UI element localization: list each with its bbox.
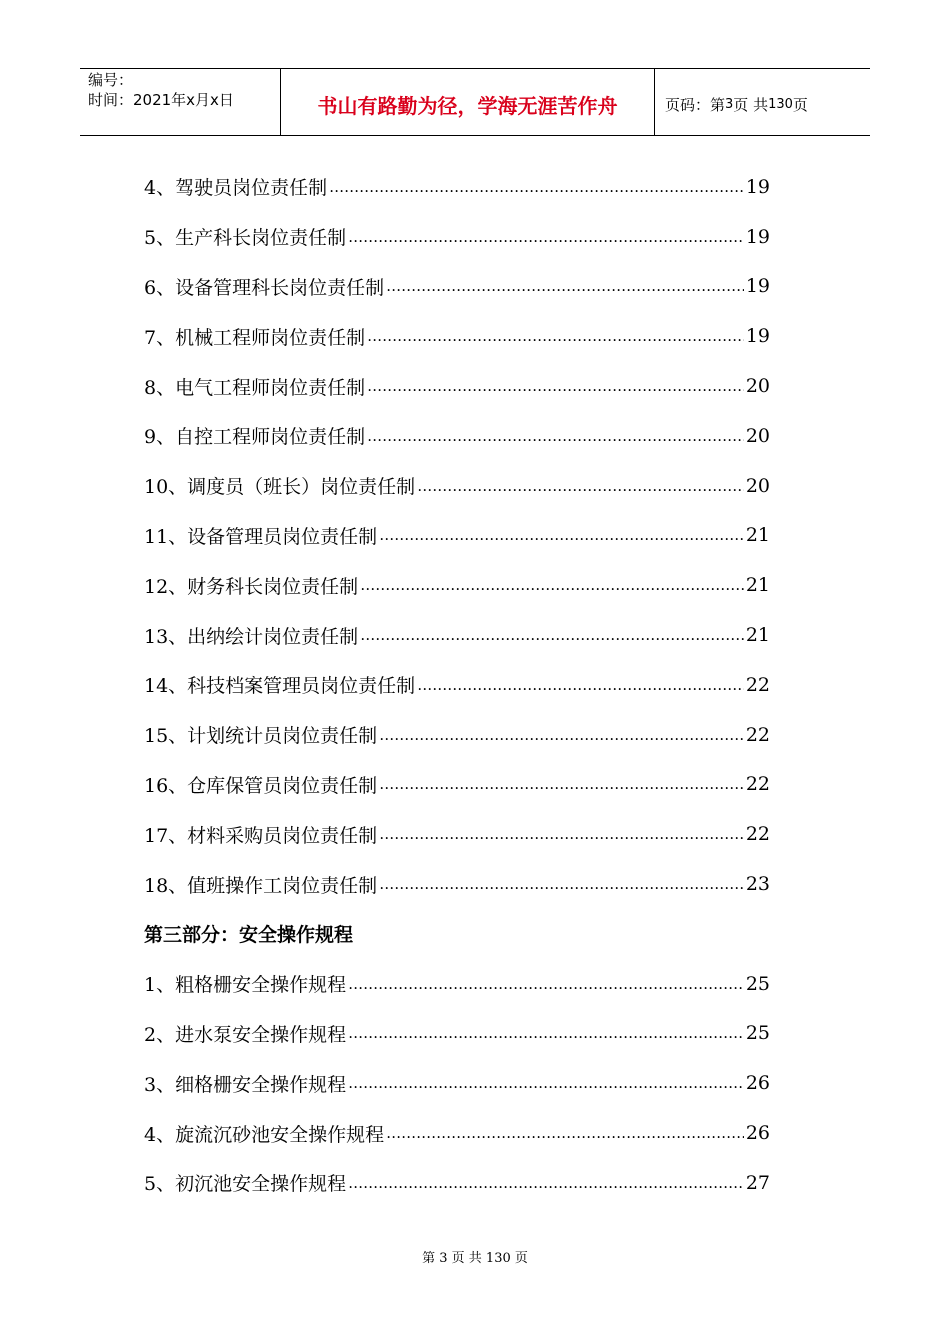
toc-entry[interactable] <box>144 1009 770 1059</box>
toc-entry[interactable] <box>144 560 770 610</box>
toc-entry-title: 4、旋流沉砂池安全操作规程 <box>144 1123 385 1146</box>
toc-entry-title: 6、设备管理科长岗位责任制 <box>144 276 385 299</box>
page-footer: 第 3 页 共 130 页 <box>422 1251 528 1266</box>
toc-entry-page: 19 <box>745 325 770 348</box>
toc-entry-title: 1、粗格栅安全操作规程 <box>144 974 347 997</box>
toc-entry-title: 5、生产科长岗位责任制 <box>144 227 347 250</box>
toc-entry-page: 19 <box>745 175 770 198</box>
page-mid: 页 共 <box>733 95 769 114</box>
toc-entry-page: 26 <box>745 1122 770 1145</box>
toc-entry[interactable] <box>144 859 770 909</box>
toc-leader-dots <box>367 427 744 445</box>
toc-leader-dots <box>379 775 744 793</box>
toc-entry[interactable] <box>144 1158 770 1208</box>
toc-entry-page: 21 <box>745 524 770 547</box>
toc-entry[interactable] <box>144 959 770 1009</box>
table-of-contents <box>144 162 770 1208</box>
toc-entry-page: 25 <box>745 1022 770 1045</box>
toc-entry-title: 3、细格栅安全操作规程 <box>144 1073 347 1096</box>
header-page-info <box>655 69 870 135</box>
toc-leader-dots <box>417 477 744 495</box>
toc-entry[interactable] <box>144 760 770 810</box>
header-motto: 书山有路勤为径，学海无涯苦作舟 <box>281 69 655 135</box>
toc-entry[interactable] <box>144 710 770 760</box>
toc-leader-dots <box>379 825 744 843</box>
toc-leader-dots <box>379 875 744 893</box>
toc-entry-title: 9、自控工程师岗位责任制 <box>144 426 366 449</box>
toc-entry-page: 27 <box>745 1171 770 1194</box>
toc-leader-dots <box>367 327 744 345</box>
page-total: 130 <box>768 96 793 112</box>
toc-entry-title: 16、仓库保管员岗位责任制 <box>144 774 378 797</box>
toc-entry-page: 22 <box>745 673 770 696</box>
toc-entry-page: 21 <box>745 574 770 597</box>
toc-entry-title: 4、驾驶员岗位责任制 <box>144 177 328 200</box>
header-info-cell <box>80 69 281 135</box>
toc-entry-page: 25 <box>745 972 770 995</box>
toc-entry-title: 17、材料采购员岗位责任制 <box>144 824 378 847</box>
toc-leader-dots <box>386 1124 744 1142</box>
toc-entry-page: 23 <box>745 873 770 896</box>
toc-leader-dots <box>348 1024 744 1042</box>
page-suffix: 页 <box>792 95 808 114</box>
document-time-label: 时间：2021年x月x日 <box>88 91 234 109</box>
toc-entry-title: 11、设备管理员岗位责任制 <box>144 525 378 548</box>
toc-entry-title: 14、科技档案管理员岗位责任制 <box>144 675 416 698</box>
toc-leader-dots <box>360 576 744 594</box>
toc-entry-page: 19 <box>745 275 770 298</box>
toc-entry[interactable] <box>144 660 770 710</box>
toc-entry[interactable] <box>144 411 770 461</box>
toc-entry[interactable] <box>144 1058 770 1108</box>
toc-leader-dots <box>379 726 744 744</box>
toc-entry[interactable] <box>144 1108 770 1158</box>
toc-entry-title: 13、出纳绘计岗位责任制 <box>144 625 359 648</box>
toc-entry-title: 15、计划统计员岗位责任制 <box>144 725 378 748</box>
page-header <box>80 68 870 136</box>
toc-entry-page: 22 <box>745 773 770 796</box>
toc-entry-title: 8、电气工程师岗位责任制 <box>144 376 366 399</box>
page-number: 3 <box>725 96 734 112</box>
toc-entry[interactable] <box>144 461 770 511</box>
toc-entry[interactable] <box>144 212 770 262</box>
toc-entry-page: 20 <box>745 474 770 497</box>
toc-leader-dots <box>360 626 744 644</box>
toc-entry-page: 21 <box>745 624 770 647</box>
toc-entry[interactable] <box>144 511 770 561</box>
toc-leader-dots <box>329 178 744 196</box>
toc-entry-title: 2、进水泵安全操作规程 <box>144 1023 347 1046</box>
toc-leader-dots <box>348 1074 744 1092</box>
toc-entry-title: 12、财务科长岗位责任制 <box>144 575 359 598</box>
toc-leader-dots <box>367 377 744 395</box>
toc-leader-dots <box>379 526 744 544</box>
toc-entry-title: 18、值班操作工岗位责任制 <box>144 874 378 897</box>
toc-entry[interactable] <box>144 809 770 859</box>
toc-entry-page: 20 <box>745 375 770 398</box>
toc-entry-page: 26 <box>745 1072 770 1095</box>
toc-leader-dots <box>386 277 744 295</box>
toc-entry-page: 20 <box>745 424 770 447</box>
toc-leader-dots <box>417 676 744 694</box>
document-code-label: 编号： <box>88 71 134 89</box>
toc-entry-title: 7、机械工程师岗位责任制 <box>144 326 366 349</box>
toc-entry[interactable] <box>144 162 770 212</box>
toc-entry-title: 10、调度员（班长）岗位责任制 <box>144 476 416 499</box>
toc-entry-page: 19 <box>745 225 770 248</box>
toc-leader-dots <box>348 228 744 246</box>
page-prefix: 页码：第 <box>665 95 726 114</box>
toc-leader-dots <box>348 975 744 993</box>
toc-entry[interactable] <box>144 610 770 660</box>
toc-entry[interactable] <box>144 262 770 312</box>
toc-entry-page: 22 <box>745 823 770 846</box>
toc-entry[interactable] <box>144 311 770 361</box>
toc-section-heading[interactable]: 第三部分：安全操作规程 <box>144 924 354 947</box>
toc-entry-page: 22 <box>745 723 770 746</box>
toc-entry[interactable] <box>144 361 770 411</box>
toc-entry-title: 5、初沉池安全操作规程 <box>144 1173 347 1196</box>
toc-leader-dots <box>348 1174 744 1192</box>
